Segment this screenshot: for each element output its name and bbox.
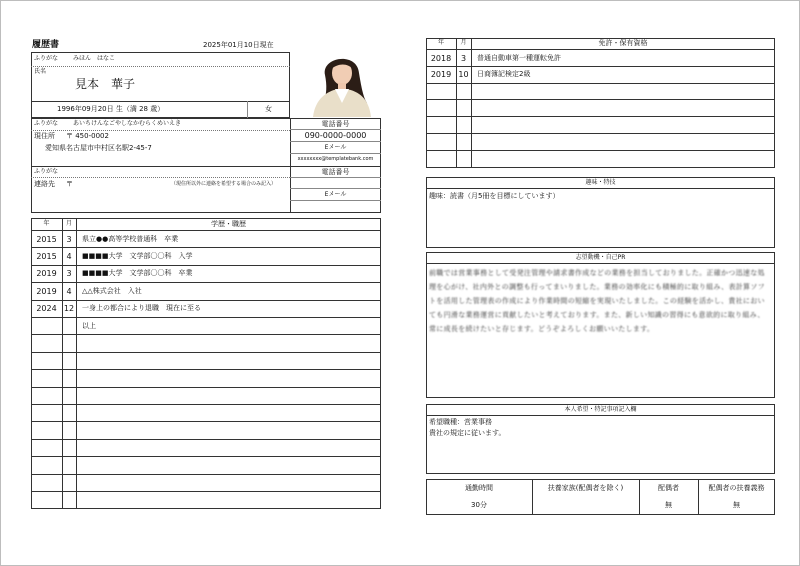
- address-furigana-label: ふりがな: [34, 120, 59, 127]
- commute-time: 30分: [471, 501, 487, 509]
- furigana-label: ふりがな: [34, 55, 59, 62]
- requests-conditions: 貴社の規定に従います。: [429, 429, 506, 437]
- hobbies-header: 趣味・特技: [585, 179, 616, 186]
- document-date: 2025年01月10日現在: [203, 41, 274, 49]
- contact-postal: 〒: [66, 180, 73, 188]
- contact-note: （現住所以外に連絡を希望する場合のみ記入）: [171, 181, 277, 187]
- table-rule: [31, 265, 381, 266]
- history-month-header: 月: [65, 220, 72, 227]
- table-rule: [426, 49, 775, 50]
- contact-furigana-label: ふりがな: [34, 168, 59, 175]
- table-rule: [31, 491, 381, 492]
- table-rule: [31, 474, 381, 475]
- table-rule: [31, 404, 381, 405]
- license-month-header: 月: [460, 39, 467, 46]
- table-rule: [31, 369, 381, 370]
- motivation-header: 志望動機・自己PR: [575, 254, 626, 261]
- contact-email-label: Eメール: [324, 191, 347, 198]
- spouse-value: 無: [665, 501, 672, 509]
- spouse-support-label: 配偶者の扶養義務: [708, 484, 765, 492]
- history-table: [31, 218, 381, 509]
- table-rule: [31, 456, 381, 457]
- page-title: 履歴書: [32, 40, 60, 50]
- table-rule: [31, 439, 381, 440]
- table-rule: [426, 133, 775, 134]
- address-furigana: あいちけんなごやしなかむらくめいえき: [73, 120, 182, 127]
- contact-label: 連絡先: [34, 180, 55, 188]
- table-rule: [31, 421, 381, 422]
- dependents-label: 扶養家族(配偶者を除く): [547, 484, 624, 492]
- email-address: xxxxxxxx@templatebank.com: [297, 156, 374, 162]
- motivation-text: 前職では営業事務として受発注管理や請求書作成などの業務を担当しておりました。正確かつ迅速な処理を心がけ、社内外との調整も行ってまいりました。業務の効率化にも積極的に取り組み、表計算ソフトを活用した管理表の作成により作業時間の短縮を実現いたしました。この経験を活かし、貴社においても円滑な業務運営に貢献したいと考えております。また、新しい知識の習得にも意欲的に取り組み、常に成長を続けたいと存じます。どうぞよろしくお願いいたします。: [429, 269, 765, 333]
- table-rule: [31, 230, 381, 231]
- table-rule: [31, 387, 381, 388]
- requests-header: 本人希望・特記事項記入欄: [564, 406, 637, 413]
- address-postal: 〒 450-0002: [66, 132, 109, 140]
- table-rule: [31, 352, 381, 353]
- table-rule: [31, 247, 381, 248]
- license-year-header: 年: [437, 39, 444, 46]
- table-rule: [31, 317, 381, 318]
- history-year-header: 年: [43, 220, 50, 227]
- license-content-header: 免許・保有資格: [598, 39, 648, 47]
- name-furigana: みほん はなこ: [73, 55, 116, 62]
- email-label: Eメール: [324, 144, 347, 151]
- applicant-photo: [305, 45, 377, 117]
- spouse-support-value: 無: [733, 501, 740, 509]
- name-label: 氏名: [34, 68, 47, 75]
- spouse-label: 配偶者: [658, 484, 679, 492]
- applicant-name: 見本 華子: [75, 77, 136, 91]
- gender: 女: [265, 105, 272, 113]
- table-rule: [426, 116, 775, 117]
- phone-number: 090-0000-0000: [304, 131, 367, 140]
- table-rule: [426, 99, 775, 100]
- contact-phone-label: 電話番号: [321, 168, 350, 176]
- phone-label: 電話番号: [321, 120, 350, 128]
- hobbies-text: 趣味：読書（月5冊を目標にしています）: [429, 192, 560, 200]
- address-label: 現住所: [34, 132, 55, 140]
- table-rule: [426, 66, 775, 67]
- resume-page: 履歴書 2025年01月10日現在 ふりがな みほん はなこ 氏名 見本 華子 1996年09月20日 生（満 28 歳） 女 ふりがな あいちけんなごやしなかむらくめいえき 現住所 〒 450-0002 愛知県名古屋市中村区名駅2-45-7 電話番号 090-0000-0000 Eメール xxxxxxxx@templatebank.com ふりがな 連絡先 〒 （現住所以外に連絡を希望する場合のみ記入） 電話番号 Eメール 年 月 学歴・職歴 2015 3 県立●●高等学校普通科 卒業 2015 4 ■■■■大学 文学部〇〇科 入学 2019 3 ■■■■大学 文学部〇〇科 卒業 2019 4 △△株式会社 入社 2024 12 一身上の都合により退職 現在に至る 以上 年 月 免許・保有資格 2018 3 普通自動車第一種運転免許 2019 10 日商簿記検定2級 趣味・特技 趣味：読書（月5冊を目標にしています） 志望動機・自己PR 前職では営業事務として受発注管理や請求書作成などの業務を担当しておりました。正確かつ迅速な処理を心がけ、社内外との調整も行ってまいりました。業務の効率化にも積極的に取り組み、表計算ソフトを活用した管理表の作成により作業時間の短縮を実現いたしました。この経験を活かし、貴社においても円滑な業務運営に貢献したいと考えております。また、新しい知識の習得にも意欲的に取り組み、常に成長を続けたいと存じます。どうぞよろしくお願いいたします。 本人希望・特記事項記入欄 希望職種：営業事務 貴社の規定に従います。 通勤時間 30分 扶養家族(配偶者を除く) 配偶者 無 配偶者の扶養義務 無: [0, 0, 800, 566]
- address-line: 愛知県名古屋市中村区名駅2-45-7: [45, 144, 152, 152]
- birth-date: 1996年09月20日 生（満 28 歳）: [57, 105, 165, 113]
- history-content-header: 学歴・職歴: [211, 220, 246, 228]
- table-rule: [426, 83, 775, 84]
- table-rule: [31, 300, 381, 301]
- table-rule: [426, 150, 775, 151]
- commute-label: 通勤時間: [465, 484, 493, 492]
- table-rule: [31, 282, 381, 283]
- table-rule: [31, 334, 381, 335]
- requests-job-type: 希望職種：営業事務: [429, 418, 492, 426]
